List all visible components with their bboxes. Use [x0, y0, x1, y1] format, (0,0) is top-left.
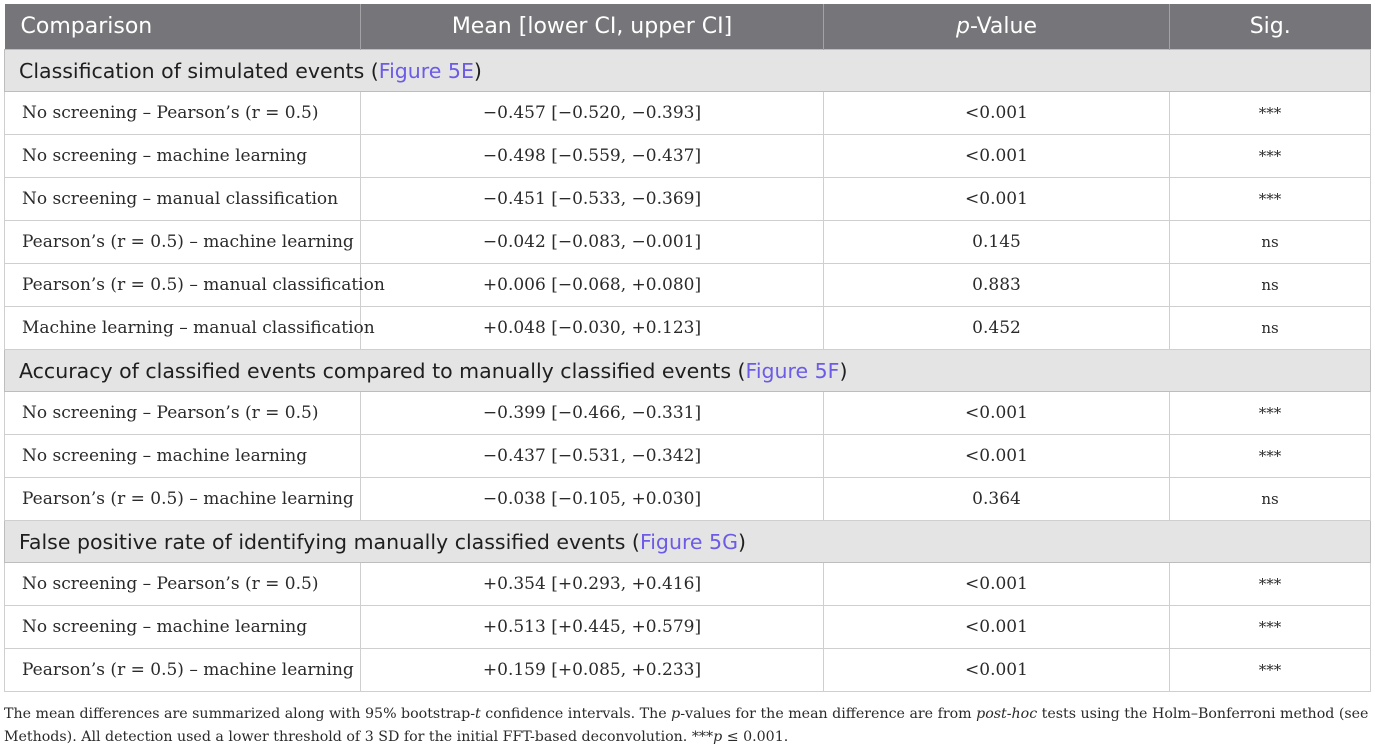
sig-cell: ***: [1170, 178, 1371, 221]
mean-cell: −0.399 [−0.466, −0.331]: [361, 392, 824, 435]
table-row: [5, 307, 1371, 350]
table-row: [5, 264, 1371, 307]
table-row: [5, 563, 1371, 606]
p-value-cell: 0.145: [824, 221, 1170, 264]
table-row: [5, 649, 1371, 692]
table-body: [5, 50, 1371, 692]
section-header: False positive rate of identifying manually classified events (Figure 5G): [5, 521, 1371, 563]
comparison-cell: No screening – Pearson’s (r = 0.5): [5, 392, 361, 435]
figure-5f-link[interactable]: Figure 5F: [745, 358, 840, 383]
figure-5g-link[interactable]: Figure 5G: [639, 529, 738, 554]
section-title: False positive rate of identifying manually classified events (: [19, 529, 640, 554]
table-row: [5, 606, 1371, 649]
table-row: [5, 92, 1371, 135]
p-value-cell: 0.883: [824, 264, 1170, 307]
sig-cell: ***: [1170, 649, 1371, 692]
sig-cell: ***: [1170, 435, 1371, 478]
p-value-cell: 0.452: [824, 307, 1170, 350]
comparison-cell: No screening – manual classification: [5, 178, 361, 221]
results-table: [4, 4, 1371, 692]
section-header: Classification of simulated events (Figure 5E): [5, 50, 1371, 92]
p-value-cell: 0.364: [824, 478, 1170, 521]
p-value-cell: <0.001: [824, 178, 1170, 221]
p-value-cell: <0.001: [824, 435, 1170, 478]
table-row: [5, 221, 1371, 264]
table-header: [5, 4, 1371, 50]
mean-cell: +0.006 [−0.068, +0.080]: [361, 264, 824, 307]
table-footnote: The mean differences are summarized along with 95% bootstrap-t confidence intervals. The p-values for the mean difference are from post-hoc tests using the Holm–Bonferroni method (see Methods). All detection used a lower threshold of 3 SD for the initial FFT-based deconvolution. ***p ≤ 0.001.: [4, 706, 1369, 745]
header-p-italic: p: [955, 14, 970, 39]
comparison-cell: No screening – machine learning: [5, 606, 361, 649]
comparison-cell: Pearson’s (r = 0.5) – machine learning: [5, 221, 361, 264]
section-title: Classification of simulated events (: [19, 58, 379, 83]
mean-cell: +0.048 [−0.030, +0.123]: [361, 307, 824, 350]
sig-cell: ***: [1170, 392, 1371, 435]
table-row: [5, 392, 1371, 435]
p-value-cell: <0.001: [824, 606, 1170, 649]
figure-5e-link[interactable]: Figure 5E: [378, 58, 474, 83]
mean-cell: −0.457 [−0.520, −0.393]: [361, 92, 824, 135]
header-mean: Mean [lower CI, upper CI]: [361, 4, 824, 50]
section-header: Accuracy of classified events compared to manually classified events (Figure 5F): [5, 350, 1371, 392]
comparison-cell: No screening – Pearson’s (r = 0.5): [5, 563, 361, 606]
mean-cell: −0.042 [−0.083, −0.001]: [361, 221, 824, 264]
p-value-cell: <0.001: [824, 563, 1170, 606]
table-row: [5, 135, 1371, 178]
mean-cell: −0.437 [−0.531, −0.342]: [361, 435, 824, 478]
sig-cell: ***: [1170, 606, 1371, 649]
table-row: [5, 478, 1371, 521]
sig-cell: ns: [1170, 478, 1371, 521]
comparison-cell: Pearson’s (r = 0.5) – manual classification: [5, 264, 361, 307]
table-row: [5, 178, 1371, 221]
comparison-cell: Machine learning – manual classification: [5, 307, 361, 350]
sig-cell: ***: [1170, 563, 1371, 606]
mean-cell: −0.498 [−0.559, −0.437]: [361, 135, 824, 178]
comparison-cell: Pearson’s (r = 0.5) – machine learning: [5, 649, 361, 692]
p-value-cell: <0.001: [824, 92, 1170, 135]
sig-cell: ***: [1170, 135, 1371, 178]
mean-cell: +0.354 [+0.293, +0.416]: [361, 563, 824, 606]
header-sig: Sig.: [1170, 4, 1371, 50]
comparison-cell: Pearson’s (r = 0.5) – machine learning: [5, 478, 361, 521]
header-p-rest: -Value: [969, 14, 1038, 39]
sig-cell: ns: [1170, 264, 1371, 307]
mean-cell: +0.513 [+0.445, +0.579]: [361, 606, 824, 649]
comparison-cell: No screening – Pearson’s (r = 0.5): [5, 92, 361, 135]
p-value-cell: <0.001: [824, 649, 1170, 692]
header-comparison: Comparison: [5, 4, 361, 50]
p-value-cell: <0.001: [824, 135, 1170, 178]
sig-cell: ns: [1170, 221, 1371, 264]
table-row: [5, 435, 1371, 478]
mean-cell: −0.451 [−0.533, −0.369]: [361, 178, 824, 221]
p-value-cell: <0.001: [824, 392, 1170, 435]
mean-cell: +0.159 [+0.085, +0.233]: [361, 649, 824, 692]
section-title: Accuracy of classified events compared to manually classified events (: [19, 358, 746, 383]
comparison-cell: No screening – machine learning: [5, 135, 361, 178]
header-p-value: [824, 4, 1170, 50]
sig-cell: ***: [1170, 92, 1371, 135]
comparison-cell: No screening – machine learning: [5, 435, 361, 478]
sig-cell: ns: [1170, 307, 1371, 350]
mean-cell: −0.038 [−0.105, +0.030]: [361, 478, 824, 521]
